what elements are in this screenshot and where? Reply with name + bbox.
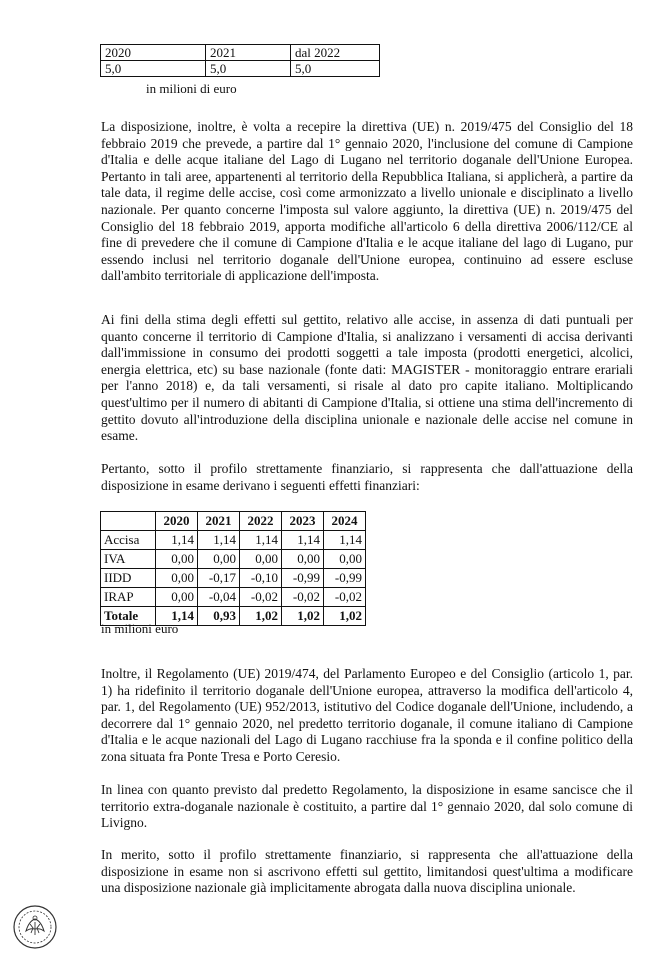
- table-cell: 1,14: [324, 531, 366, 550]
- table-header-cell: 2024: [324, 512, 366, 531]
- table-note: in milioni euro: [101, 621, 179, 636]
- table-cell: 0,00: [156, 550, 198, 569]
- table-row: [101, 531, 366, 550]
- table-cell: 1,14: [282, 531, 324, 550]
- table-cell: 1,14: [198, 531, 240, 550]
- table-cell: 5,0: [101, 61, 206, 77]
- table-row: [101, 550, 366, 569]
- table-cell: 5,0: [291, 61, 380, 77]
- table-cell: -0,99: [324, 569, 366, 588]
- table-cell: 0,00: [282, 550, 324, 569]
- official-seal-icon: [12, 904, 58, 950]
- table-cell: 1,14: [156, 607, 198, 626]
- table-cell: 1,14: [156, 531, 198, 550]
- table-cell: 0,00: [156, 569, 198, 588]
- table-cell: 1,02: [324, 607, 366, 626]
- table-row: [101, 45, 380, 61]
- row-label: Totale: [101, 607, 156, 626]
- table-cell: -0,02: [240, 588, 282, 607]
- revenue-table-top: [100, 44, 380, 77]
- paragraph-financial-effects: Pertanto, sotto il profilo strettamente finanziario, si rappresenta che dall'attuazione della disposizione in esame derivano i seguenti effetti finanziari:: [101, 461, 633, 493]
- table-cell: 1,02: [240, 607, 282, 626]
- table-cell: -0,17: [198, 569, 240, 588]
- financial-effects-table: [100, 511, 366, 626]
- table-header-cell: 2022: [240, 512, 282, 531]
- table-cell: 0,00: [198, 550, 240, 569]
- table-cell: 0,00: [240, 550, 282, 569]
- table-row: [101, 61, 380, 77]
- table-row: [101, 588, 366, 607]
- table-header-cell: 2020: [156, 512, 198, 531]
- table-cell: 1,14: [240, 531, 282, 550]
- table-cell: 5,0: [206, 61, 291, 77]
- table-header-cell: 2023: [282, 512, 324, 531]
- row-label: IRAP: [101, 588, 156, 607]
- paragraph-conclusion: In merito, sotto il profilo strettamente finanziario, si rappresenta che all'attuazione della disposizione in esame non si ascrivono effetti sul gettito, limitandosi quest'ultima a modificare una disposizione nazionale già implicitamente abrogata dalla nuova disciplina unionale.: [101, 847, 633, 896]
- paragraph-estimate: Ai fini della stima degli effetti sul gettito, relativo alle accise, in assenza di dati puntuali per quanto concerne il territorio di Campione d'Italia, si analizzano i versamenti di accisa derivanti dall'immissione in consumo dei prodotti soggetti a tale imposta (prodotti energetici, alcolici, energia elettrica, etc) su base nazionale (fonte dati: MAGISTER - monitoraggio entrare erariali per l'anno 2018) e, da tali versamenti, si risale al dato pro capite italiano. Moltiplicando quest'ultimo per il numero di abitanti di Campione d'Italia, si ottiene una stima dell'incremento di gettito dovuto all'introduzione della disciplina unionale e nazionale delle accise nel comune in esame.: [101, 312, 633, 444]
- table-cell: -0,99: [282, 569, 324, 588]
- table-header-cell: 2020: [101, 45, 206, 61]
- paragraph-directive: La disposizione, inoltre, è volta a recepire la direttiva (UE) n. 2019/475 del Consiglio del 18 febbraio 2019 che prevede, a partire dal 1° gennaio 2020, l'inclusione del comune di Campione d'Italia e delle acque italiane del Lago di Lugano nel territorio doganale dell'Unione Europea. Pertanto in tali aree, appartenenti al territorio della Repubblica Italiana, si applicherà, a partire da tale data, il regime delle accise, così come armonizzato a livello unionale e disciplinato a livello nazionale. Per quanto concerne l'imposta sul valore aggiunto, la direttiva (UE) n. 2019/475 del Consiglio del 18 febbraio 2019, apporta modifiche all'articolo 6 della direttiva 2006/112/CE al fine di prevedere che il comune di Campione d'Italia e le acque italiane del lago di Lugano, pur essendo inclusi nel territorio doganale dell'Unione europea, continuino ad essere escluse dall'ambito territoriale di applicazione dell'imposta.: [101, 119, 633, 284]
- table-header-cell: dal 2022: [291, 45, 380, 61]
- table-cell: 0,00: [156, 588, 198, 607]
- row-label: Accisa: [101, 531, 156, 550]
- table-cell: -0,02: [282, 588, 324, 607]
- table-cell: 1,02: [282, 607, 324, 626]
- table-row: [101, 569, 366, 588]
- table-header-cell: 2021: [198, 512, 240, 531]
- table-header-cell: 2021: [206, 45, 291, 61]
- table-cell: -0,04: [198, 588, 240, 607]
- row-label: IIDD: [101, 569, 156, 588]
- table-note: in milioni di euro: [146, 81, 237, 96]
- table-cell: -0,02: [324, 588, 366, 607]
- table-cell: -0,10: [240, 569, 282, 588]
- table-header-row: [101, 512, 366, 531]
- table-cell: 0,93: [198, 607, 240, 626]
- paragraph-livigno: In linea con quanto previsto dal predetto Regolamento, la disposizione in esame sancisce che il territorio extra-doganale nazionale è costituito, a partire dal 1° gennaio 2020, dal solo comune di Livigno.: [101, 782, 633, 831]
- row-label: IVA: [101, 550, 156, 569]
- paragraph-regulation: Inoltre, il Regolamento (UE) 2019/474, del Parlamento Europeo e del Consiglio (articolo 1, par. 1) ha ridefinito il territorio doganale dell'Unione europea, attraverso la modifica dell'articolo 4, par. 1, del Regolamento (UE) 952/2013, istitutivo del Codice doganale dell'Unione, includendo, a decorrere dal 1° gennaio 2020, nel predetto territorio doganale, il comune italiano di Campione d'Italia e le acque nazionali del Lago di Lugano racchiuse fra la sponda e il confine politico della zona situata fra Ponte Tresa e Porto Ceresio.: [101, 666, 633, 764]
- table-cell: 0,00: [324, 550, 366, 569]
- table-header-cell: [101, 512, 156, 531]
